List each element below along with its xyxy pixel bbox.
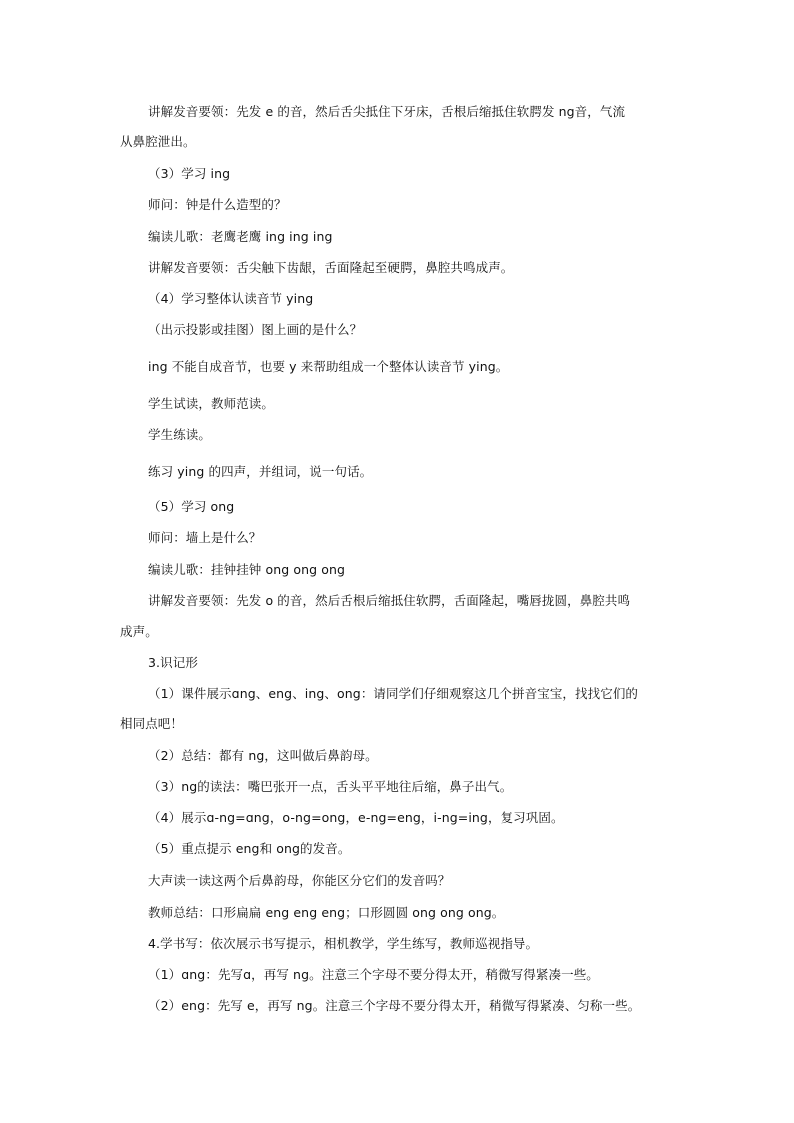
paragraph-line: 学生试读，教师范读。 (148, 396, 275, 411)
paragraph-line: 讲解发音要领：先发 o 的音，然后舌根后缩抵住软腭，舌面隆起，嘴唇拢圆，鼻腔共鸣 (148, 593, 631, 608)
paragraph-line: 讲解发音要领：先发 e 的音，然后舌尖抵住下牙床，舌根后缩抵住软腭发 ng音，气流 (148, 104, 626, 119)
paragraph-line: 师问：钟是什么造型的？ (148, 197, 287, 212)
section-heading: 4.学书写：依次展示书写提示，相机教学，学生练写，教师巡视指导。 (148, 936, 539, 951)
paragraph-line: 练习 ying 的四声，并组词，说一句话。 (148, 464, 373, 479)
paragraph-line: 从鼻腔泄出。 (120, 134, 196, 149)
paragraph-line: （1）ɑng：先写ɑ，再写 ng。注意三个字母不要分得太开，稍微写得紧凑一些。 (148, 967, 599, 982)
paragraph-line: 大声读一读这两个后鼻韵母，你能区分它们的发音吗？ (148, 873, 451, 888)
paragraph-line: （5）重点提示 eng和 ong的发音。 (148, 841, 351, 856)
section-heading: 3.识记形 (148, 655, 198, 670)
paragraph-line: 编读儿歌：老鹰老鹰 ing ing ing (148, 229, 333, 244)
paragraph-line: （2）eng：先写 e，再写 ng。注意三个字母不要分得太开，稍微写得紧凑、匀称一些。 (148, 998, 641, 1013)
paragraph-line: 师问：墙上是什么？ (148, 530, 262, 545)
section-heading: （3）学习 ing (148, 166, 231, 181)
paragraph-line: 编读儿歌：挂钟挂钟 ong ong ong (148, 562, 346, 577)
paragraph-line: （出示投影或挂图）图上画的是什么？ (148, 322, 363, 337)
paragraph-line: （4）展示ɑ-ng=ɑng，o-ng=ong，e-ng=eng，i-ng=ing，复习巩固。 (148, 810, 564, 825)
section-heading: （4）学习整体认读音节 ying (148, 291, 314, 306)
paragraph-line: 相同点吧！ (120, 716, 184, 731)
paragraph-line: （1）课件展示ɑng、eng、ing、ong：请同学们仔细观察这几个拼音宝宝，找找它们的 (148, 686, 639, 701)
paragraph-line: （2）总结：都有 ng，这叫做后鼻韵母。 (148, 748, 378, 763)
paragraph-line: 讲解发音要领：舌尖触下齿龈，舌面隆起至硬腭，鼻腔共鸣成声。 (148, 260, 514, 275)
section-heading: （5）学习 ong (148, 499, 235, 514)
paragraph-line: 学生练读。 (148, 427, 212, 442)
paragraph-line: 教师总结：口形扁扁 eng eng eng；口形圆圆 ong ong ong。 (148, 905, 505, 920)
paragraph-line: ing 不能自成音节，也要 y 来帮助组成一个整体认读音节 ying。 (148, 359, 509, 374)
paragraph-line: （3）ng的读法：嘴巴张开一点，舌头平平地往后缩，鼻子出气。 (148, 779, 513, 794)
paragraph-line: 成声。 (120, 624, 158, 639)
